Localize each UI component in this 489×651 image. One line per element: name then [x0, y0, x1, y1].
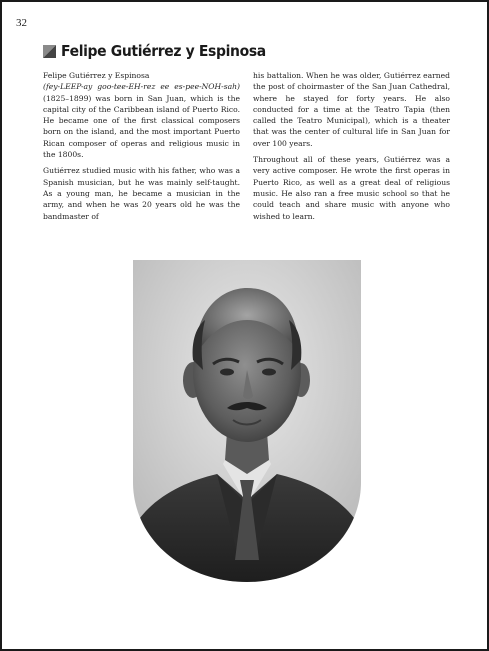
- square-marker-icon: [43, 45, 56, 58]
- composer-name: Felipe Gutiérrez y Espinosa: [43, 71, 150, 80]
- page-title: Felipe Gutiérrez y Espinosa: [61, 42, 266, 60]
- paragraph-1: [43, 70, 240, 160]
- paragraph-1-body: (1825–1899) was born in San Juan, which is the capital city of the Caribbean island of Puerto Rico. He became one of the first classical composers born on the island, and the most important Puerto Rican composer of operas and religious music in the 1800s.: [43, 93, 240, 160]
- paragraph-2-start: Gutiérrez studied music with his father, who was a Spanish musician, but he was mainly self-taught. As a young man, he became a musician in the army, and when he was 20 years old he was the bandmaster of: [43, 166, 240, 221]
- portrait-illustration: [133, 260, 361, 582]
- left-column: [43, 70, 240, 227]
- pronunciation: (fey-LEEP-ay goo-tee-EH-rez ee es-pee-NOH-sah): [43, 82, 240, 92]
- portrait-image: [133, 260, 361, 582]
- paragraph-2-end: his battalion. When he was older, Gutiérrez earned the post of choirmaster of the San Juan Cathedral, where he stayed for forty years. He also conducted for a time at the Teatro Tapia (then called the Teatro Municipal), which is a theater that was the center of cultural life in San Juan for over 100 years.: [253, 71, 450, 148]
- page-number: 32: [16, 17, 27, 29]
- article-columns: [43, 70, 450, 227]
- right-column: [253, 70, 450, 227]
- paragraph-3: Throughout all of these years, Gutiérrez was a very active composer. He wrote the first operas in Puerto Rico, as well as a great deal of religious music. He also ran a free music school so that he could teach and share music with anyone who wished to learn.: [253, 155, 450, 221]
- article-heading: [43, 42, 289, 60]
